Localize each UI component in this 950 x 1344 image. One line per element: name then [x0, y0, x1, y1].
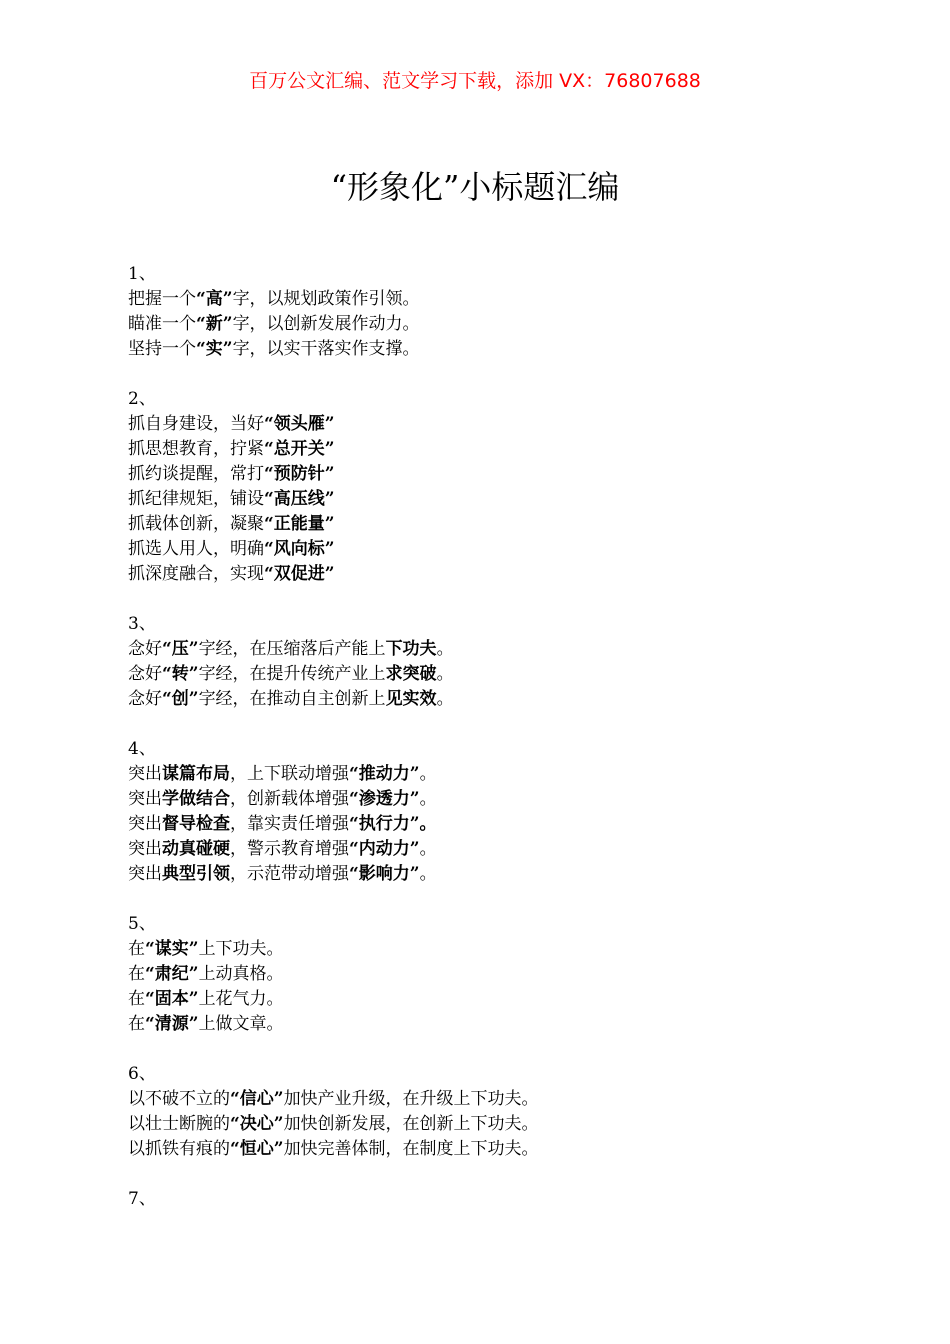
section-line [128, 487, 888, 512]
emphasis-text: “决心” [230, 1114, 284, 1134]
section-line [128, 862, 888, 887]
emphasis-text: “领头雁” [264, 414, 335, 434]
section-2 [128, 387, 888, 587]
line-text: 上花气力。 [198, 989, 284, 1009]
line-text: ，示范带动增强 [230, 864, 349, 884]
emphasis-text: “内动力” [349, 839, 420, 859]
emphasis-text: “谋实” [145, 939, 199, 959]
section-number: 4、 [128, 739, 156, 759]
emphasis-text: “渗透力” [349, 789, 420, 809]
emphasis-text: “清源” [145, 1014, 199, 1034]
section-line [128, 337, 888, 362]
emphasis-text: “创” [162, 689, 199, 709]
line-text: ，上下联动增强 [230, 764, 349, 784]
section-line [128, 312, 888, 337]
emphasis-text: “压” [162, 639, 199, 659]
emphasis-text: “风向标” [264, 539, 335, 559]
section-6 [128, 1062, 888, 1162]
line-text: ，靠实责任增强 [230, 814, 349, 834]
emphasis-text: “高压线” [264, 489, 335, 509]
section-number: 5、 [128, 914, 156, 934]
line-text: 。 [419, 864, 437, 884]
line-text: 坚持一个 [128, 339, 196, 359]
line-text: 突出 [128, 789, 162, 809]
section-line [128, 937, 888, 962]
emphasis-text: 见实效 [385, 689, 437, 709]
line-text: 。 [419, 764, 437, 784]
document-title: “形象化”小标题汇编 [330, 168, 620, 206]
section-number: 3、 [128, 614, 156, 634]
line-text: 抓深度融合，实现 [128, 564, 264, 584]
section-line [128, 762, 888, 787]
line-text: 在 [128, 1014, 145, 1034]
section-7 [128, 1187, 888, 1212]
line-text: 突出 [128, 814, 162, 834]
document-body [128, 262, 888, 1237]
emphasis-text: “信心” [230, 1089, 284, 1109]
line-text: 上做文章。 [198, 1014, 284, 1034]
line-text: 上下功夫。 [198, 939, 284, 959]
line-text: 字经，在推动自主创新上 [198, 689, 386, 709]
emphasis-text: 典型引领 [162, 864, 230, 884]
section-line [128, 812, 888, 837]
line-text: 瞄准一个 [128, 314, 196, 334]
section-number: 2、 [128, 389, 156, 409]
line-text: 加快创新发展，在创新上下功夫。 [283, 1114, 539, 1134]
emphasis-text: “推动力” [349, 764, 420, 784]
emphasis-text: “恒心” [230, 1139, 284, 1159]
line-text: 突出 [128, 864, 162, 884]
section-line [128, 962, 888, 987]
line-text: 突出 [128, 764, 162, 784]
emphasis-text: “肃纪” [145, 964, 199, 984]
line-text: 字，以规划政策作引领。 [232, 289, 420, 309]
section-1 [128, 262, 888, 362]
line-text: 上动真格。 [198, 964, 284, 984]
line-text: 。 [419, 839, 437, 859]
line-text: ，警示教育增强 [230, 839, 349, 859]
section-line [128, 462, 888, 487]
emphasis-text: “影响力” [349, 864, 420, 884]
line-text: 加快完善体制，在制度上下功夫。 [283, 1139, 539, 1159]
line-text: 。 [419, 789, 437, 809]
emphasis-text: 下功夫 [385, 639, 437, 659]
section-line [128, 537, 888, 562]
section-line [128, 787, 888, 812]
emphasis-text: “执行力”。 [349, 814, 437, 834]
section-3 [128, 612, 888, 712]
line-text: 抓自身建设，当好 [128, 414, 264, 434]
line-text: 在 [128, 989, 145, 1009]
emphasis-text: “正能量” [264, 514, 335, 534]
line-text: 念好 [128, 664, 162, 684]
line-text: 抓选人用人，明确 [128, 539, 264, 559]
line-text: 把握一个 [128, 289, 196, 309]
line-text: 。 [436, 639, 454, 659]
section-line [128, 412, 888, 437]
emphasis-text: 谋篇布局 [162, 764, 230, 784]
section-5 [128, 912, 888, 1037]
line-text: 以不破不立的 [128, 1089, 230, 1109]
section-line [128, 1137, 888, 1162]
emphasis-text: “转” [162, 664, 199, 684]
section-number: 6、 [128, 1064, 156, 1084]
section-line [128, 837, 888, 862]
section-line [128, 562, 888, 587]
section-line [128, 987, 888, 1012]
line-text: 。 [436, 664, 454, 684]
line-text: 字，以实干落实作支撑。 [232, 339, 420, 359]
section-line [128, 662, 888, 687]
section-line [128, 287, 888, 312]
line-text: 抓纪律规矩，铺设 [128, 489, 264, 509]
section-number: 1、 [128, 264, 156, 284]
section-line [128, 437, 888, 462]
watermark-header: 百万公文汇编、范文学习下载，添加 VX：76807688 [249, 70, 701, 92]
section-number: 7、 [128, 1189, 156, 1209]
emphasis-text: “双促进” [264, 564, 335, 584]
emphasis-text: “固本” [145, 989, 199, 1009]
emphasis-text: “新” [196, 314, 233, 334]
line-text: 以抓铁有痕的 [128, 1139, 230, 1159]
emphasis-text: “实” [196, 339, 233, 359]
line-text: 字，以创新发展作动力。 [232, 314, 420, 334]
section-line [128, 637, 888, 662]
line-text: 加快产业升级，在升级上下功夫。 [283, 1089, 539, 1109]
emphasis-text: 求突破 [385, 664, 437, 684]
section-line [128, 1012, 888, 1037]
line-text: 字经，在提升传统产业上 [198, 664, 386, 684]
line-text: 。 [436, 689, 454, 709]
line-text: 抓约谈提醒，常打 [128, 464, 264, 484]
emphasis-text: “总开关” [264, 439, 335, 459]
line-text: 抓思想教育，拧紧 [128, 439, 264, 459]
section-line [128, 512, 888, 537]
emphasis-text: 学做结合 [162, 789, 230, 809]
line-text: 在 [128, 939, 145, 959]
section-4 [128, 737, 888, 887]
section-line [128, 1087, 888, 1112]
section-line [128, 1112, 888, 1137]
line-text: 在 [128, 964, 145, 984]
emphasis-text: 动真碰硬 [162, 839, 230, 859]
line-text: ，创新载体增强 [230, 789, 349, 809]
line-text: 念好 [128, 639, 162, 659]
line-text: 以壮士断腕的 [128, 1114, 230, 1134]
emphasis-text: “预防针” [264, 464, 335, 484]
line-text: 突出 [128, 839, 162, 859]
line-text: 字经，在压缩落后产能上 [198, 639, 386, 659]
section-line [128, 687, 888, 712]
line-text: 抓载体创新，凝聚 [128, 514, 264, 534]
emphasis-text: “高” [196, 289, 233, 309]
line-text: 念好 [128, 689, 162, 709]
emphasis-text: 督导检查 [162, 814, 230, 834]
